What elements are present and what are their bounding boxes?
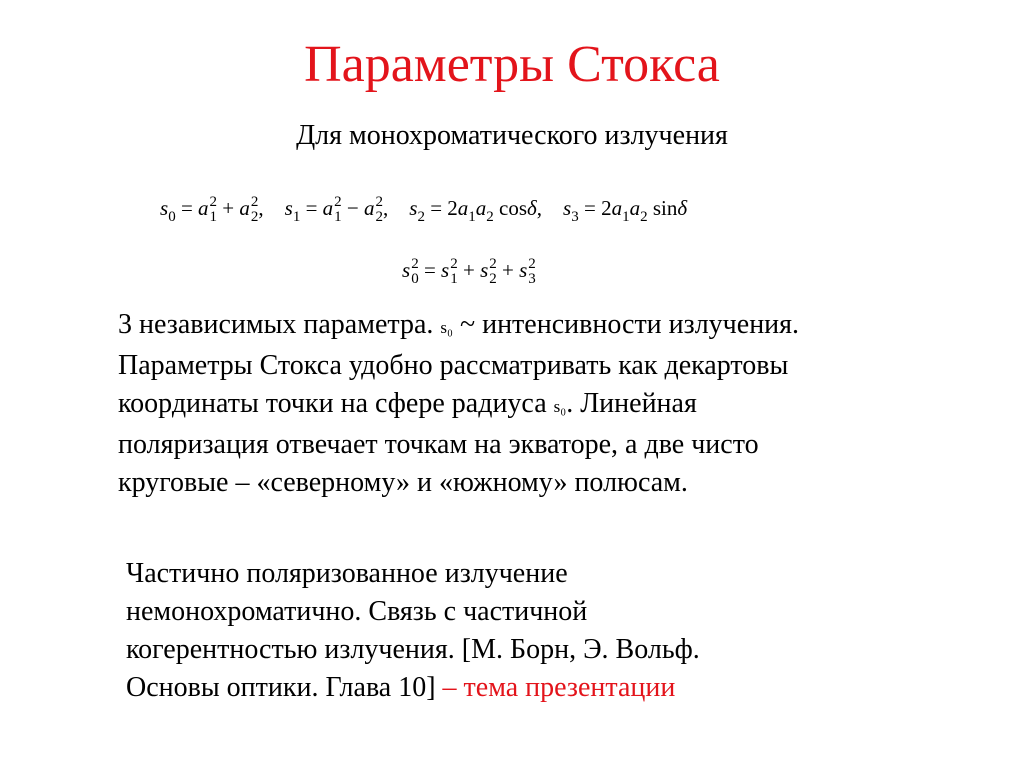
paragraph1-line1 <box>118 306 978 347</box>
paragraph1-line5: круговые – «северному» и «южному» полюсам. <box>118 467 688 498</box>
paragraph-partial-polarization <box>126 555 986 707</box>
slide-title: Параметры Стокса <box>304 36 720 93</box>
paragraph2-line4 <box>126 669 986 707</box>
stokes-parameters-formula <box>160 188 687 228</box>
paragraph-stokes-description <box>118 306 978 502</box>
paragraph2-line2: немонохроматично. Связь с частичной <box>126 596 588 627</box>
stokes-identity-formula: s 2 0 = s 2 1 + s 2 2 + s 2 3 <box>402 256 536 288</box>
paragraph2-line3: когерентностью излучения. [М. Борн, Э. Вольф. <box>126 634 700 665</box>
paragraph1-line4: поляризация отвечает точкам на экваторе, а две чисто <box>118 429 759 460</box>
text-fragment: 3 независимых параметра. <box>118 309 441 340</box>
text-fragment: координаты точки на сфере радиуса <box>118 388 554 419</box>
formula-s0: $s_0 = a$ 2 1 + a 2 2 , <box>160 194 269 226</box>
paragraph1-line3 <box>118 385 978 426</box>
paragraph2-line1: Частично поляризованное излучение <box>126 558 568 589</box>
text-fragment: . Линейная <box>566 388 697 419</box>
s0-symbol: s₀ <box>553 397 567 416</box>
paragraph1-line2: Параметры Стокса удобно рассматривать как декартовы <box>118 350 789 381</box>
formula-s1: $s_1 = a$ 2 1 − a 2 2 , <box>284 194 394 226</box>
formula-s2: $s_2 = 2a_1a_2$ cosδ, <box>409 196 548 225</box>
s0-symbol: s₀ <box>440 318 453 337</box>
text-fragment: Основы оптики. Глава 10] <box>126 672 443 703</box>
text-fragment: ~ интенсивности излучения. <box>452 309 800 340</box>
formula-s3: $s_3 = 2a_1a_2$ sinδ <box>563 196 688 225</box>
presentation-topic-note: – тема презентации <box>442 672 676 703</box>
slide-subtitle: Для монохроматического излучения <box>296 120 728 151</box>
